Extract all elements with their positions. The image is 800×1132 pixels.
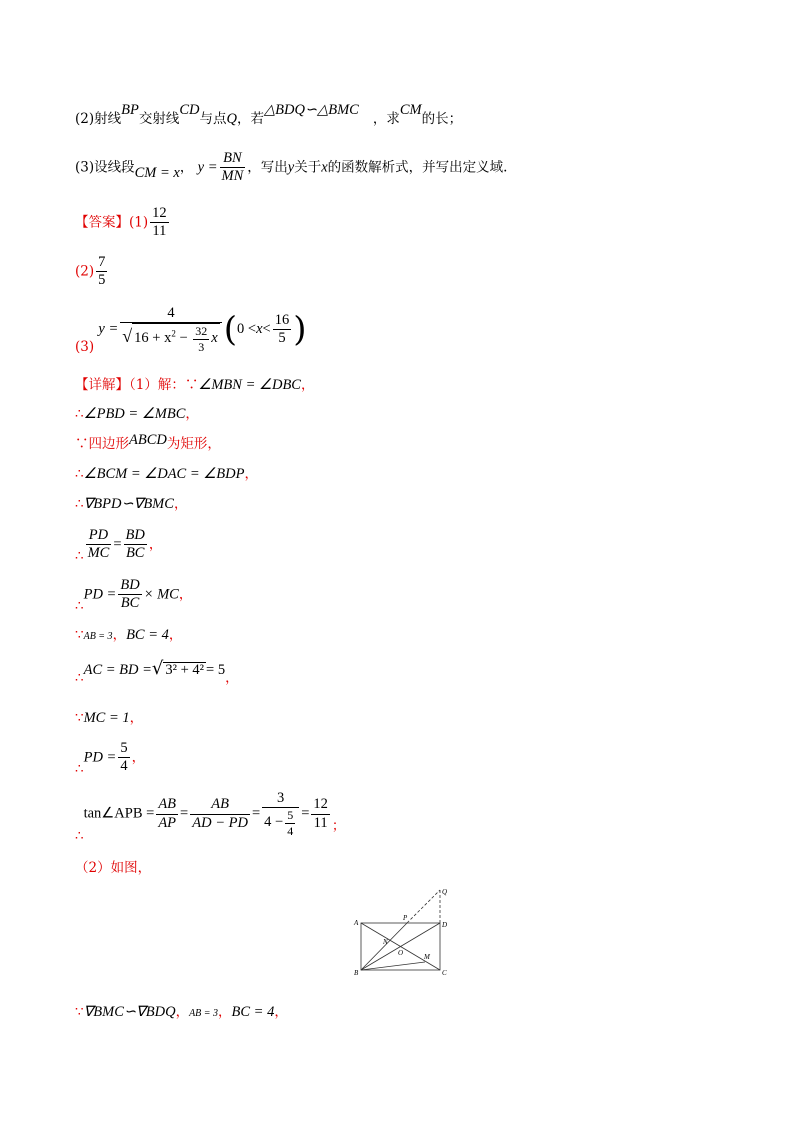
answer-2-fraction: $\frac{7}{5}$: [98, 254, 106, 289]
answer-1: 【答案】(1) $\frac{12}{11}$: [75, 205, 167, 240]
label-d: D: [442, 921, 448, 929]
answer-1-fraction: $\frac{12}{11}$: [152, 205, 167, 240]
detail-line-11: ∴PD = $\frac{5}{4}$ ，: [75, 740, 146, 778]
label-m: M: [424, 953, 430, 961]
detail-part-2: （2）如图，: [75, 860, 152, 876]
bn-over-mn: $\frac{BN}{MN}$: [221, 150, 244, 185]
question-2: (2)射线BP交射线CD与点Q，若△BDQ∽△BMC，求CM的长；: [75, 102, 463, 127]
answer-3: (3) y = 4 √ $16 + x^2$ − $\frac{32}{3}$ x (0 <x< $\frac{16}{5}$ ): [75, 305, 307, 356]
geometry-figure: [345, 882, 457, 978]
label-c: C: [442, 969, 447, 977]
question-3: (3)设线段CM = x， y = $\frac{BN}{MN}$ ，写出y关于x的函数解析式，并写出定义域.: [75, 150, 508, 185]
label-n: N: [383, 938, 388, 946]
detail-line-5: ∴∇BPD∽∇BMC，: [75, 496, 188, 512]
detail-line-4: ∴∠BCM = ∠DAC = ∠BDP，: [75, 466, 258, 482]
answer-3-fraction: 4 √ $16 + x^2$ − $\frac{32}{3}$ x: [120, 305, 221, 354]
detail-line-2: ∴∠PBD = ∠MBC，: [75, 406, 199, 422]
detail-line-1: 【详解】（1）解：∵∠MBN = ∠DBC，: [75, 377, 315, 393]
detail-line-12: ∴tan∠APB = $\frac{AB}{AP}$ = $\frac{AB}{AD - PD}$ = 3 4 − $\frac{5}{4}$ = $\frac{12}{11}$ ；: [75, 790, 346, 844]
detail-line-6: ∴ $\frac{PD}{MC}$ = $\frac{BD}{BC}$ ，: [75, 527, 163, 565]
detail-line-7: ∴PD = $\frac{BD}{BC}$ × MC，: [75, 577, 193, 615]
detail-last-line: ∵∇BMC∽∇BDQ，AB = 3，BC = 4，: [75, 1004, 288, 1020]
ray-pq: [407, 890, 440, 923]
label-a: A: [354, 919, 359, 927]
domain-fraction: $\frac{16}{5}$: [274, 311, 290, 347]
label-b: B: [354, 969, 359, 977]
detail-line-9: ∴AC = BD =√ 3² + 4² = 5，: [75, 658, 239, 686]
detail-line-3: ∵四边形ABCD为矩形，: [75, 432, 221, 452]
label-p: P: [403, 914, 408, 922]
answer-2: (2) $\frac{7}{5}$: [75, 254, 106, 289]
segment-bm: [361, 962, 425, 970]
detail-line-8: ∵AB = 3，BC = 4，: [75, 627, 183, 643]
detail-line-10: ∵MC = 1，: [75, 710, 144, 726]
label-q: Q: [442, 888, 448, 896]
label-o: O: [398, 949, 404, 957]
